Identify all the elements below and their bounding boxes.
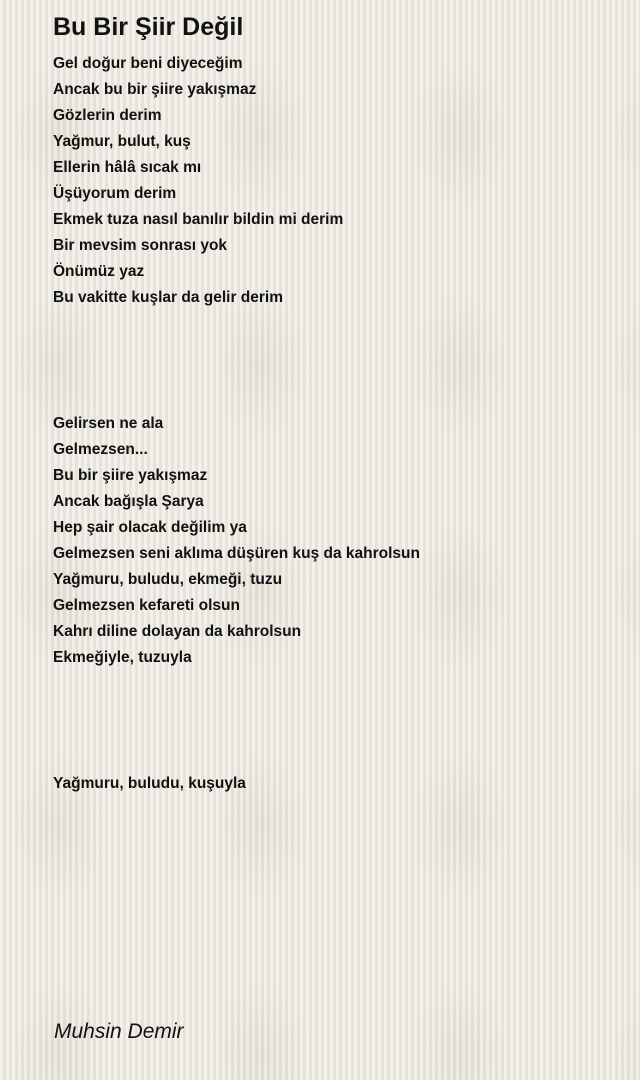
poem-author: Muhsin Demir xyxy=(54,1020,184,1043)
poem-line: Gözlerin derim xyxy=(53,107,162,124)
poem-line: Bu bir şiire yakışmaz xyxy=(53,467,208,484)
poem-line: Ekmek tuza nasıl banılır bildin mi derim xyxy=(53,211,344,228)
stanza-1 xyxy=(53,51,343,311)
stanza-2 xyxy=(53,411,420,671)
poem-line: Yağmuru, buludu, kuşuyla xyxy=(53,775,246,792)
poem-line: Ancak bağışla Şarya xyxy=(53,493,204,510)
poem-line: Önümüz yaz xyxy=(53,263,145,280)
poem-line: Gel doğur beni diyeceğim xyxy=(53,55,243,72)
poem-line: Bir mevsim sonrası yok xyxy=(53,237,228,254)
poem-line: Hep şair olacak değilim ya xyxy=(53,519,247,536)
poem-line: Gelmezsen kefareti olsun xyxy=(53,597,240,614)
poem-line: Bu vakitte kuşlar da gelir derim xyxy=(53,289,284,306)
stanza-3 xyxy=(53,771,246,797)
poem-line: Ekmeğiyle, tuzuyla xyxy=(53,649,192,666)
poem-line: Yağmur, bulut, kuş xyxy=(53,133,191,150)
poem-line: Üşüyorum derim xyxy=(53,185,177,202)
poem-line: Ellerin hâlâ sıcak mı xyxy=(53,159,202,176)
poem-line: Gelmezsen seni aklıma düşüren kuş da kahrolsun xyxy=(53,545,420,562)
poem-line: Kahrı diline dolayan da kahrolsun xyxy=(53,623,302,640)
poem-title: Bu Bir Şiir Değil xyxy=(53,13,244,41)
poem-line: Gelmezsen... xyxy=(53,441,148,458)
poem-line: Yağmuru, buludu, ekmeği, tuzu xyxy=(53,571,283,588)
poem-line: Ancak bu bir şiire yakışmaz xyxy=(53,81,257,98)
poem-line: Gelirsen ne ala xyxy=(53,415,164,432)
